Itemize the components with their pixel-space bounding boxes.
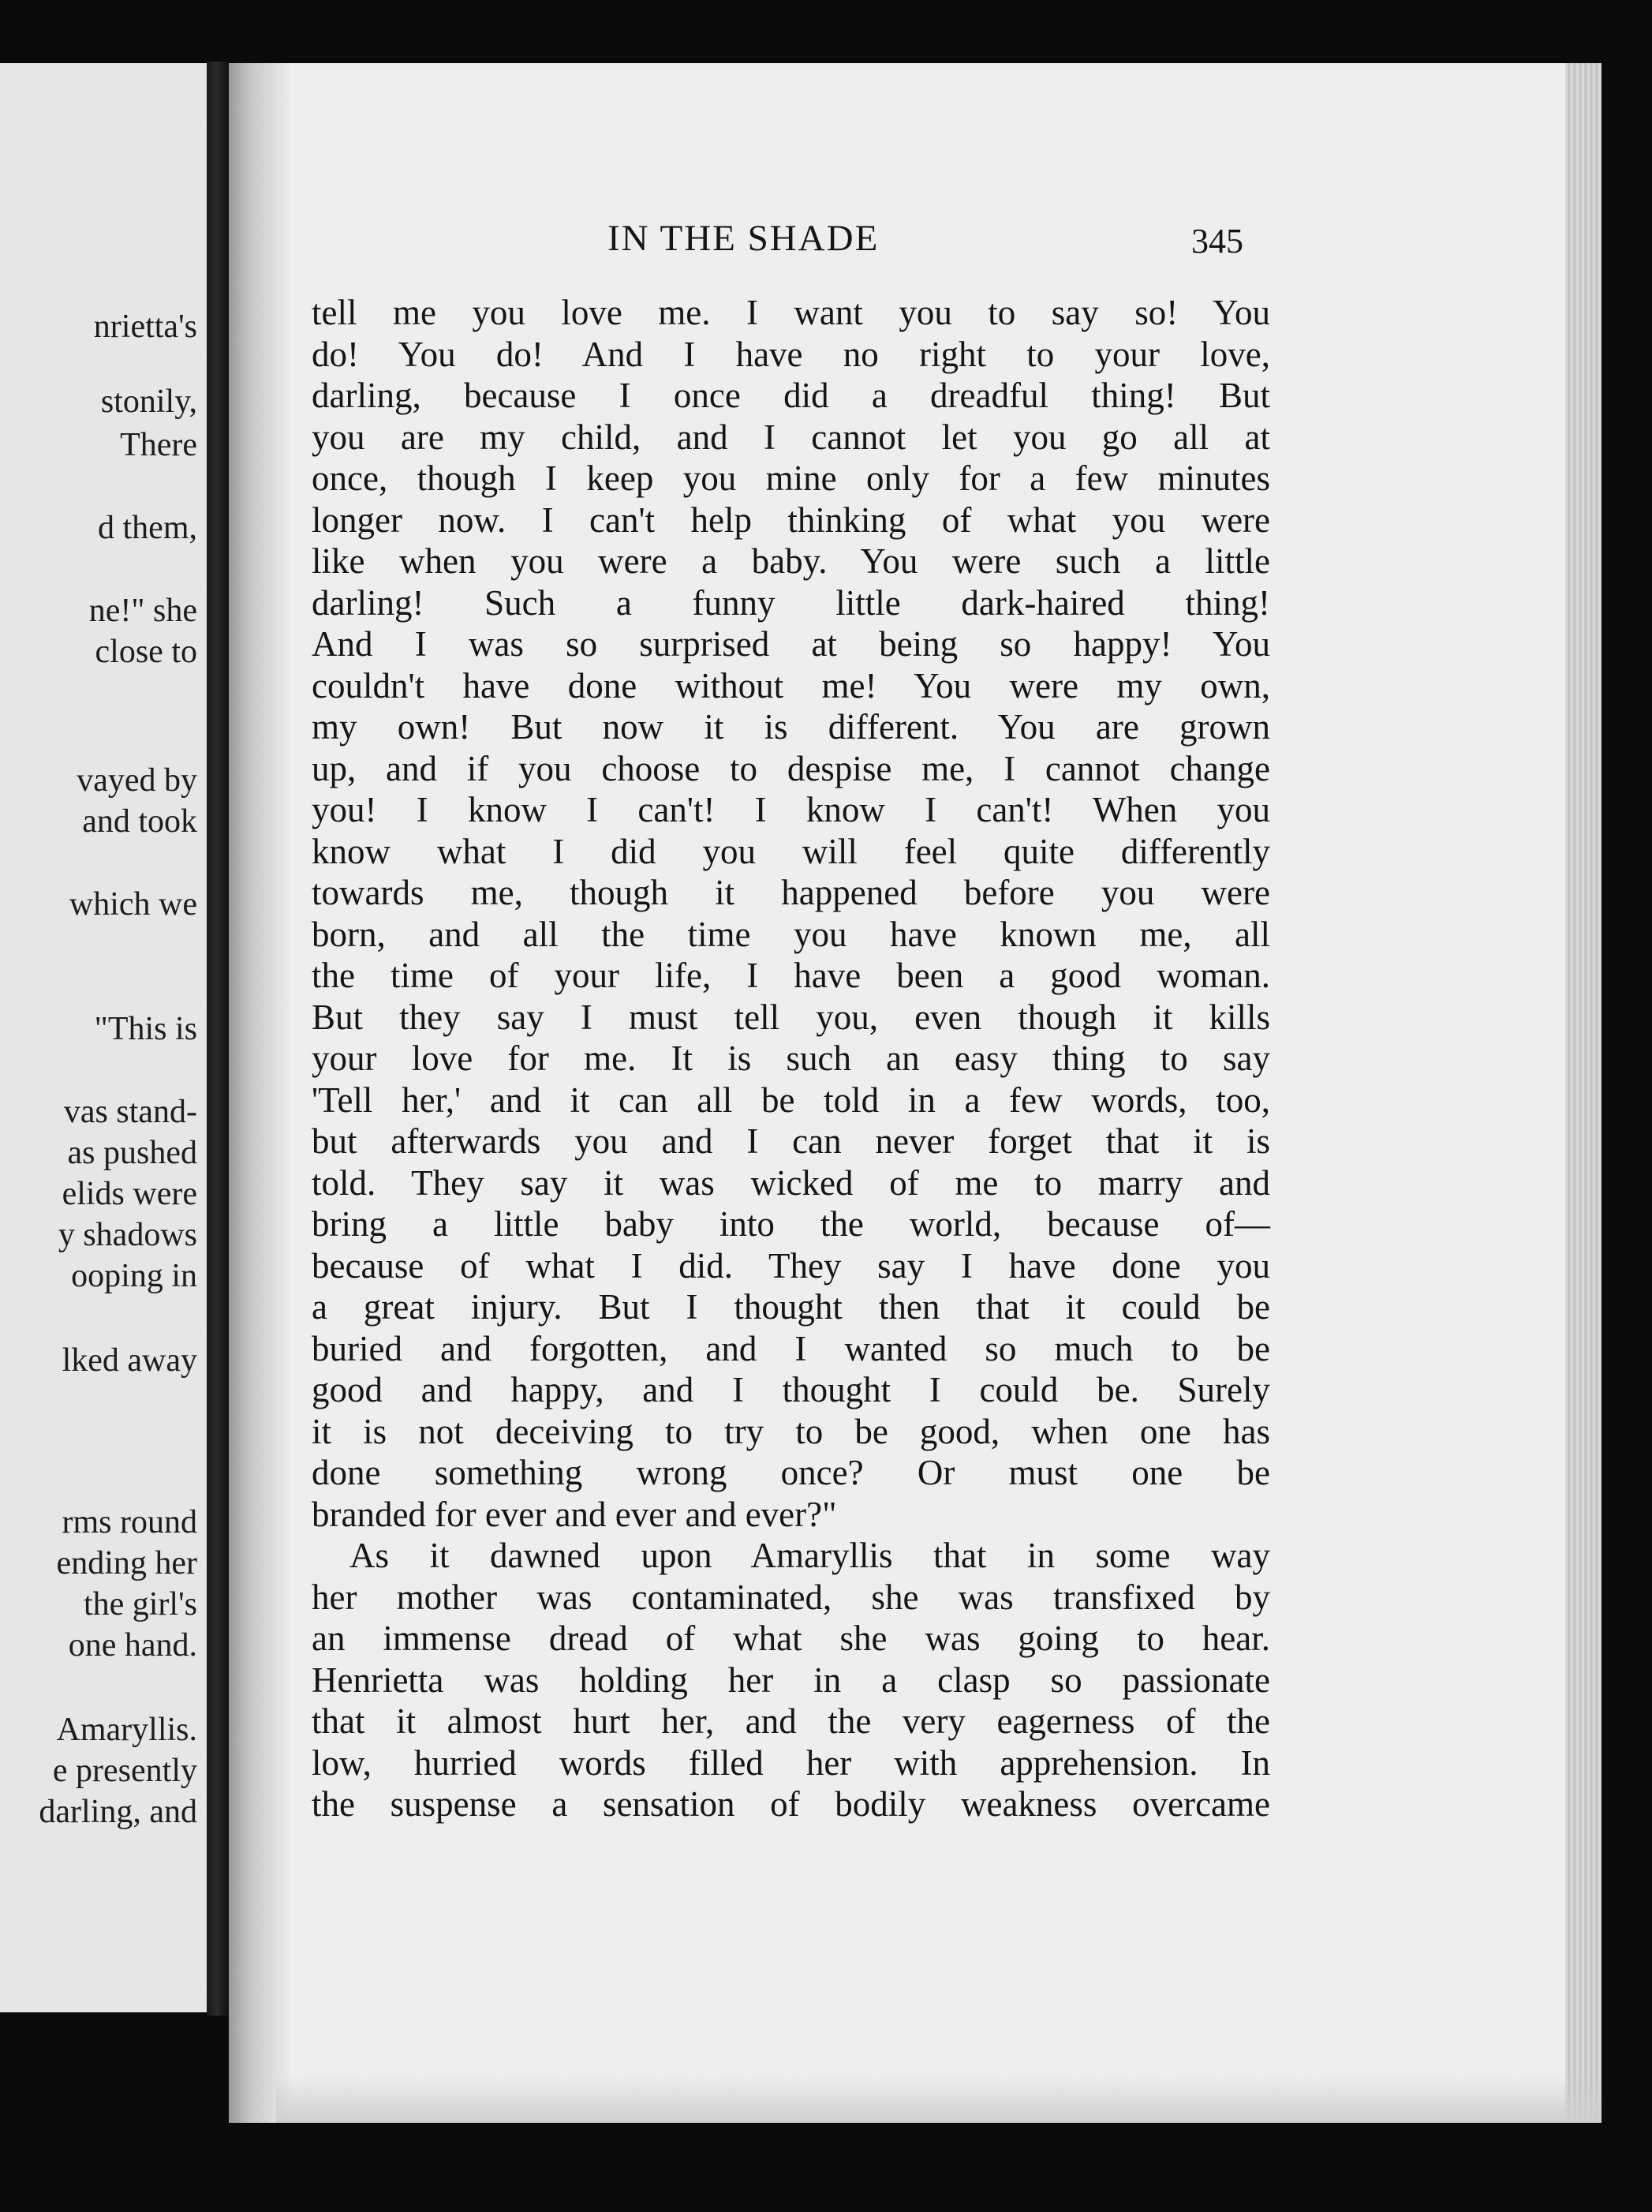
running-head: IN THE SHADE xyxy=(607,218,880,259)
text-line: born, and all the time you have known me, all xyxy=(312,914,1270,954)
text-line: like when you were a baby. You were such a little xyxy=(312,541,1270,581)
text-line: know what I did you will feel quite differently xyxy=(312,831,1270,871)
text-line: you are my child, and I cannot let you go all at xyxy=(312,417,1270,457)
left-page-fragment: vayed by xyxy=(77,762,197,799)
text-line: told. They say it was wicked of me to marry and xyxy=(312,1162,1270,1203)
text-line: do! You do! And I have no right to your love, xyxy=(312,334,1270,374)
left-page-fragment: the girl's xyxy=(83,1586,197,1623)
text-line: you! I know I can't! I know I can't! When you xyxy=(312,790,1270,829)
text-line: it is not deceiving to try to be good, when one has xyxy=(312,1411,1270,1451)
left-page-fragment: as pushed xyxy=(67,1135,197,1171)
page-fore-edge xyxy=(1565,63,1602,2123)
left-page-fragment: darling, and xyxy=(39,1794,197,1830)
spine-shadow xyxy=(229,63,292,2123)
text-line: but afterwards you and I can never forget that it is xyxy=(312,1121,1270,1161)
text-line: an immense dread of what she was going to hear. xyxy=(312,1619,1270,1658)
right-page xyxy=(229,63,1602,2123)
book-gutter xyxy=(207,62,229,2016)
text-line: your love for me. It is such an easy thing to say xyxy=(312,1039,1270,1078)
left-page-fragment: y shadows xyxy=(58,1217,197,1253)
text-line: buried and forgotten, and I wanted so much to be xyxy=(312,1328,1270,1368)
left-page-fragment: stonily, xyxy=(100,384,197,420)
left-page-fragment: one hand. xyxy=(68,1627,197,1664)
text-line: bring a little baby into the world, because of— xyxy=(312,1204,1270,1244)
page-number: 345 xyxy=(1191,222,1243,260)
text-line: her mother was contaminated, she was transfixed by xyxy=(312,1577,1270,1617)
left-page-fragment: and took xyxy=(82,803,197,840)
text-line: the time of your life, I have been a good woman. xyxy=(312,956,1270,995)
text-line: And I was so surprised at being so happy! You xyxy=(312,624,1270,664)
text-line: because of what I did. They say I have done you xyxy=(312,1245,1270,1286)
text-line: my own! But now it is different. You are grown xyxy=(312,707,1270,747)
left-page-fragment: lked away xyxy=(62,1342,197,1379)
text-line: towards me, though it happened before you were xyxy=(312,873,1270,912)
left-page-fragment: Amaryllis. xyxy=(56,1712,197,1748)
left-page-fragment: which we xyxy=(69,886,197,923)
text-line: the suspense a sensation of bodily weakness overcame xyxy=(312,1784,1270,1824)
text-line: But they say I must tell you, even though it kills xyxy=(312,997,1270,1037)
left-page-fragment: "This is xyxy=(94,1011,197,1047)
text-line: a great injury. But I thought then that it could be xyxy=(312,1287,1270,1327)
body-text xyxy=(312,292,1270,1825)
text-line: once, though I keep you mine only for a few minutes xyxy=(312,458,1270,498)
text-line: low, hurried words filled her with apprehension. In xyxy=(312,1742,1270,1783)
left-page-fragment: e presently xyxy=(52,1753,197,1789)
text-line: Henrietta was holding her in a clasp so passionate xyxy=(312,1660,1270,1700)
text-line: couldn't have done without me! You were my own, xyxy=(312,665,1270,706)
text-line: darling, because I once did a dreadful thing! But xyxy=(312,376,1270,415)
left-page-fragment: d them, xyxy=(98,510,197,546)
paragraph-start-line: As it dawned upon Amaryllis that in some way xyxy=(349,1536,1270,1575)
page-bottom-edge xyxy=(276,2075,1602,2123)
left-page-fragment: rms round xyxy=(62,1504,197,1540)
left-page-fragment: close to xyxy=(95,634,197,670)
text-line: 'Tell her,' and it can all be told in a few words, too, xyxy=(312,1080,1270,1120)
text-line: longer now. I can't help thinking of what you were xyxy=(312,500,1270,540)
left-page-fragment: There xyxy=(120,427,197,463)
left-page-fragment: vas stand- xyxy=(63,1094,197,1130)
left-page-fragment: ooping in xyxy=(71,1258,197,1294)
text-line: darling! Such a funny little dark-haired thing! xyxy=(312,582,1270,623)
text-line: done something wrong once? Or must one be xyxy=(312,1453,1270,1492)
text-line: tell me you love me. I want you to say so! You xyxy=(312,293,1270,332)
text-line: branded for ever and ever and ever?" xyxy=(312,1494,837,1534)
left-page xyxy=(0,63,211,2012)
left-page-fragment: ne!" she xyxy=(88,593,197,629)
left-page-fragment: nrietta's xyxy=(93,309,197,345)
left-page-fragment: ending her xyxy=(56,1545,197,1581)
text-line: up, and if you choose to despise me, I cannot change xyxy=(312,748,1270,788)
text-line: good and happy, and I thought I could be. Surely xyxy=(312,1370,1270,1409)
text-line: that it almost hurt her, and the very eagerness of the xyxy=(312,1701,1270,1741)
left-page-fragment: elids were xyxy=(62,1176,197,1212)
